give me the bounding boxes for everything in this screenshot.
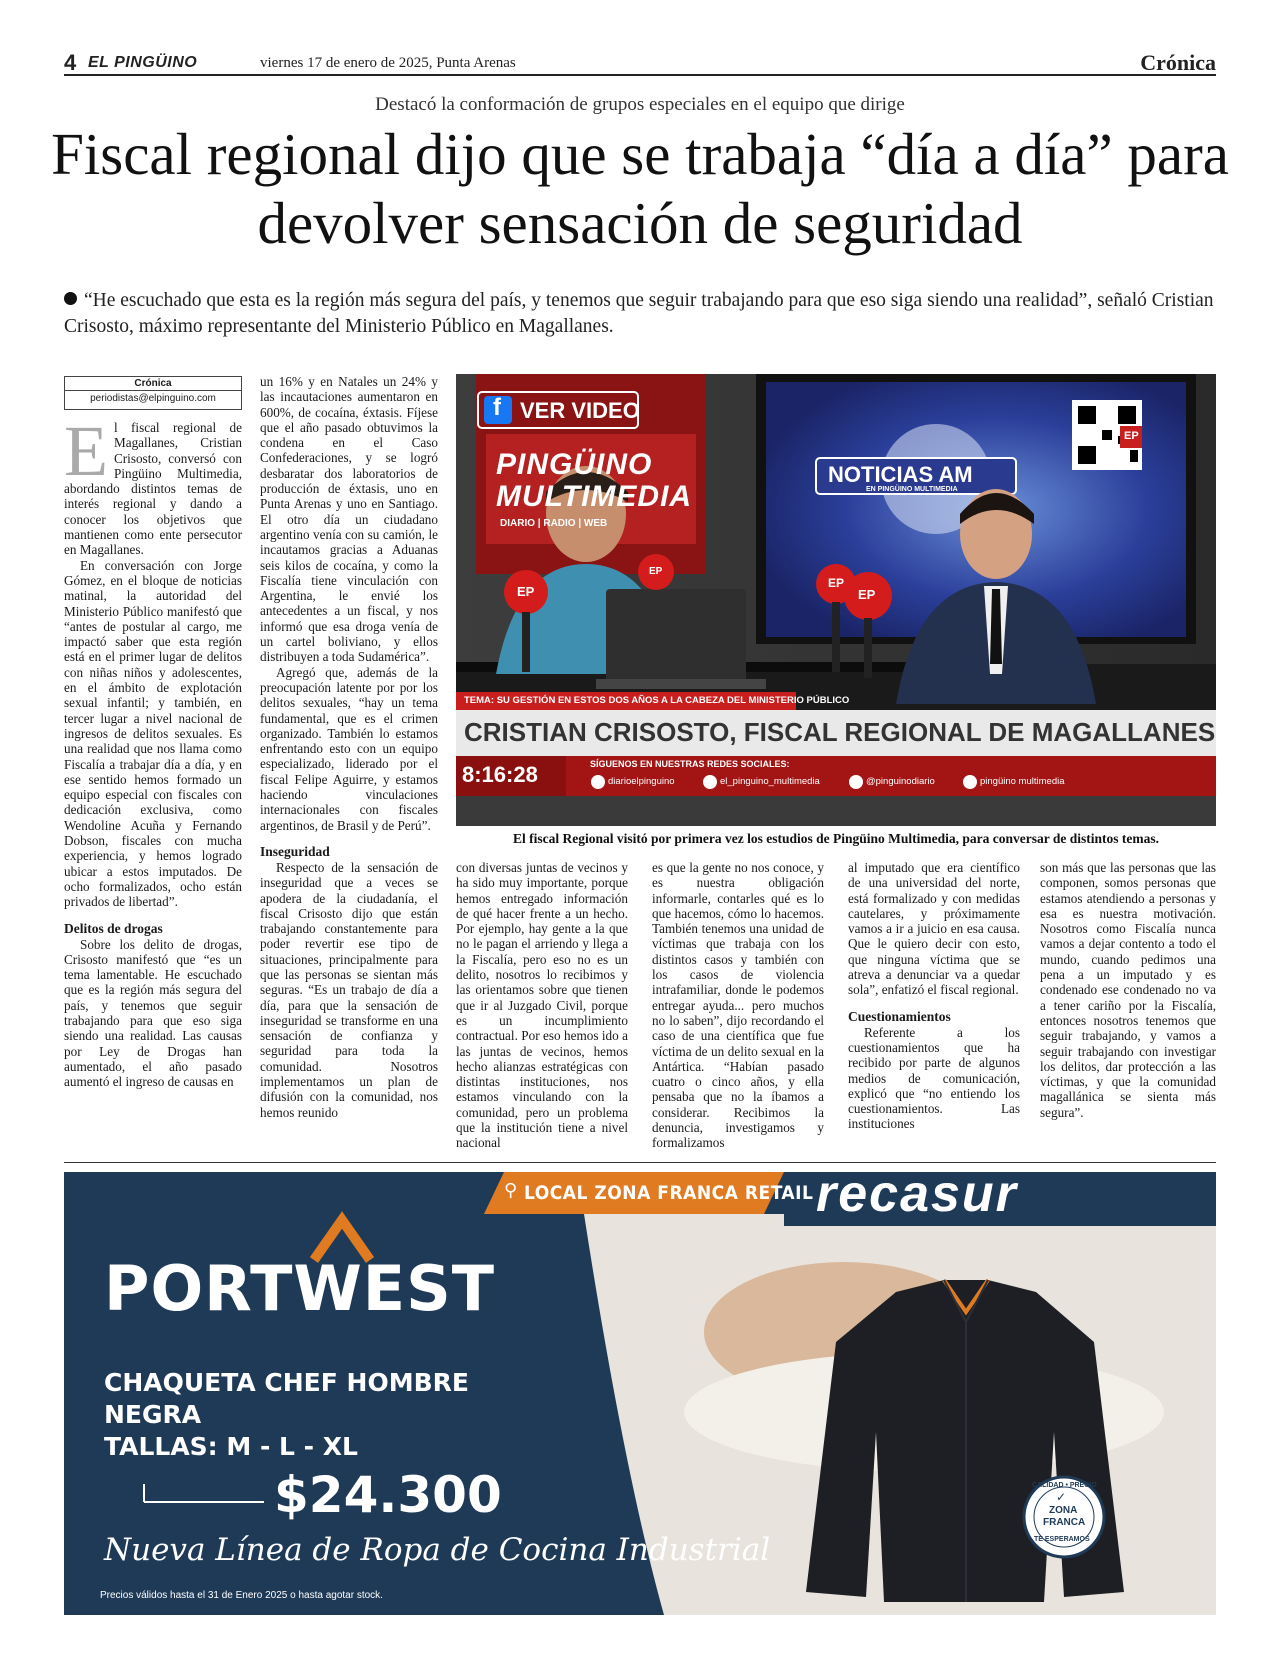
byline-email: periodistas@elpinguino.com xyxy=(90,393,216,404)
section-name: Crónica xyxy=(1140,50,1216,75)
ad-location: LOCAL ZONA FRANCA RETAIL xyxy=(524,1182,814,1204)
location-pin-icon: ⚲ xyxy=(504,1180,518,1201)
social-instagram: el_pinguino_multimedia xyxy=(720,776,820,787)
paragraph: El fiscal regional de Magallanes, Cristian Crisosto, conversó con Pingüino Multimedia, abordando distintos temas de interés regional y dando a conocer los objetivos que mantienen como ente persecutor en Magallanes. xyxy=(64,420,242,558)
studio-sign-sub: DIARIO | RADIO | WEB xyxy=(500,518,608,529)
paragraph: al imputado que era científico de una universidad del norte, está formalizado y con medidas cautelares, y próximamente vamos a ir a juicio en esa causa. Que le quiero decir con esto, que ninguna víctima que se atreva a denunciar va a quedar sola”, enfatizó el fiscal regional. xyxy=(848,860,1020,998)
advertisement xyxy=(64,1172,1216,1615)
facebook-icon[interactable]: f xyxy=(493,394,501,421)
mic-flag-right-2: EP xyxy=(858,587,876,602)
article-column-6 xyxy=(1040,860,1216,1160)
product-line-1: CHAQUETA CHEF HOMBRE xyxy=(104,1368,469,1397)
page-header xyxy=(64,50,1216,76)
qr-badge: EP xyxy=(1124,430,1139,442)
paragraph: Agregó que, además de la preocupación latente por por los delitos sexuales, “hay un tema fundamental, que es el crimen organizado. También lo estamos enfrentando esto con un equipo especializado, liderado por el fiscal Felipe Aguirre, y estamos haciendo vinculaciones internacionales con fiscales argentinos, de Brasil y de Perú”. xyxy=(260,664,438,833)
paragraph: con diversas juntas de vecinos y ha sido muy importante, porque hemos entregado información de qué hacer frente a un hecho. Por ejemplo, hay gente a la que no le pagan el arriendo y llega a la Fiscalía, pero eso no es un delito, nosotros lo recibimos y las orientamos sobre que tienen que ir al Juzgado Civil, porque es un incumplimiento contractual. Por eso hemos ido a las juntas de vecinos, hemos hecho alianzas estratégicas con distintas instituciones, nos estamos vinculando con la comunidad, pero un problema que la institución tiene a nivel nacional xyxy=(456,860,628,1151)
paragraph: es que la gente no nos conoce, y es nuestra obligación informarle, contarles qué es lo que hacemos, cómo lo hacemos. También tenemos una unidad de víctimas que trabaja con los distintos casos y también con los casos de violencia intrafamiliar, donde le podemos entregar ayuda... pero muchos no lo saben”, dijo recordando el caso de una científica que fue víctima de un delito sexual en la Antártica. “Habían pasado cuatro o cinco años, y ella pensaba que no la íbamos a considerar. Recibimos la denuncia, investigamos y formalizamos xyxy=(652,860,824,1151)
article-lead xyxy=(64,288,1216,340)
subheading-inseguridad: Inseguridad xyxy=(260,843,330,859)
seal-top: CALIDAD • PRECIO xyxy=(1032,1482,1097,1489)
lead-text: “He escuchado que esta es la región más segura del país, y tenemos que seguir trabajando para que eso siga siendo una realidad”, señaló Cristian Crisosto, máximo representante del Ministerio Público en Magallanes. xyxy=(64,290,1214,337)
social-label: SÍGUENOS EN NUESTRAS REDES SOCIALES: xyxy=(590,759,790,769)
paragraph: un 16% y en Natales un 24% y las incautaciones aumentaron en 600%, de cocaína, éxtasis. Fíjese que el año pasado obtuvimos la condena en el Caso Confederaciones, y se logró desbaratar dos laboratorios de producción de éxtasis, uno en Punta Arenas y uno en Santiago. El otro día un ciudadano argentino venía con su camión, le incautamos gracias a Aduanas seis kilos de cocaína, y como la Fiscalía tiene vinculación con Argentina, le envié los antecedentes a un fiscal, y nos informó que esa droga venía de un cartel boliviano, y ellos distribuyen a toda Sudamérica”. xyxy=(260,374,438,665)
social-twitter: @pinguinodiario xyxy=(866,776,935,787)
studio-sign-line2: MULTIMEDIA xyxy=(496,480,693,513)
article-headline: Fiscal regional dijo que se trabaja “día a día” para devolver sensación de seguridad xyxy=(51,121,1229,256)
seal-bottom: TE ESPERAMOS xyxy=(1034,1536,1090,1543)
subheading-cuestionamientos: Cuestionamientos xyxy=(848,1008,951,1024)
mic-flag-right-1: EP xyxy=(828,576,845,590)
article-column-2 xyxy=(260,374,438,1160)
product-price: $24.300 xyxy=(274,1466,502,1524)
studio-photo xyxy=(456,374,1216,826)
photo-caption: El fiscal Regional visitó por primera vez los estudios de Pingüino Multimedia, para conversar de distintos temas. xyxy=(513,831,1159,846)
paragraph: Referente a los cuestionamientos que ha recibido por parte de algunos medios de comunicación, explicó que “no entiendo los cuestionamientos. Las instituciones xyxy=(848,1024,1020,1132)
byline-box xyxy=(64,376,242,410)
article-kicker: Destacó la conformación de grupos especiales en el equipo que dirige xyxy=(375,94,905,115)
ticker-clock: 8:16:28 xyxy=(462,762,538,787)
seal-check-icon: ✓ xyxy=(1056,1490,1067,1504)
article-column-4 xyxy=(652,860,824,1160)
article-column-3 xyxy=(456,860,628,1160)
newspaper-brand: EL PINGÜINO xyxy=(88,54,198,71)
seal-mid-1: ZONA xyxy=(1049,1505,1078,1516)
mic-flag-center: EP xyxy=(649,566,663,577)
byline-section: Crónica xyxy=(65,377,241,391)
ticker-name: CRISTIAN CRISOSTO, FISCAL REGIONAL DE MAGALLANES xyxy=(464,717,1216,747)
studio-sign-line1: PINGÜINO xyxy=(496,448,653,481)
drop-cap: E xyxy=(64,420,108,491)
paragraph: Sobre los delito de drogas, Crisosto manifestó que “es un tema lamentable. He escuchado que es la región más segura del país, y tenemos que seguir trabajando para que eso siga siendo una realidad. Las causas por Ley de Drogas han aumentado, el año pasado aumentó el ingreso de causas en xyxy=(64,936,242,1090)
screen-subtitle: EN PINGÜINO MULTIMEDIA xyxy=(866,486,958,493)
subheading-drogas: Delitos de drogas xyxy=(64,920,163,936)
product-sizes: TALLAS: M - L - XL xyxy=(104,1432,358,1461)
mic-flag-left: EP xyxy=(517,584,535,599)
dateline: viernes 17 de enero de 2025, Punta Arenas xyxy=(260,55,516,71)
paragraph: Respecto de la sensación de inseguridad que a veces se apodera de la ciudadanía, el fiscal Crisosto dijo que están trabajando constantemente para poder revertir ese tipo de situaciones, principalmente para que las personas se sientan más seguras. “Es un trabajo de día a día, para que la sensación de inseguridad se transforme en una sensación de confianza y seguridad para toda la comunidad. Nosotros implementamos un plan de difusión con la comunidad, nos hemos reunido xyxy=(260,859,438,1120)
seal-mid-2: FRANCA xyxy=(1043,1517,1086,1528)
ad-tagline: Nueva Línea de Ropa de Cocina Industrial xyxy=(104,1532,771,1568)
social-facebook: diarioelpinguino xyxy=(608,776,675,787)
retailer-logo: recasur xyxy=(816,1172,1018,1223)
article-column-5 xyxy=(848,860,1020,1160)
ticker-topic: TEMA: SU GESTIÓN EN ESTOS DOS AÑOS A LA CABEZA DEL MINISTERIO PÚBLICO xyxy=(464,695,850,706)
social-youtube: pingüino multimedia xyxy=(980,776,1065,787)
article-column-1 xyxy=(64,420,242,1160)
page-number: 4 xyxy=(64,50,77,75)
paragraph: son más que las personas que las componen, somos personas que estamos atendiendo a personas y esa es nuestra motivación. Nosotros como Fiscalía nunca vamos a dejar contento a todo el mundo, cuando pedimos una pena a un imputado y es condenado ese condenado no va a tener cariño por la Fiscalía, entonces nosotros tenemos que seguir trabajando, y vamos a seguir trabajando con investigar los delitos, dar protección a las víctimas, y que la comunidad magallánica se sienta más segura”. xyxy=(1040,860,1216,1120)
ad-brand: PORTWEST xyxy=(104,1252,496,1325)
ad-divider xyxy=(64,1162,1216,1163)
ad-disclaimer: Precios válidos hasta el 31 de Enero 2025 o hasta agotar stock. xyxy=(100,1590,383,1601)
studio-scene xyxy=(456,374,1216,826)
bullet-icon xyxy=(64,292,77,305)
screen-title: NOTICIAS AM xyxy=(828,462,973,487)
product-line-2: NEGRA xyxy=(104,1400,202,1429)
paragraph: En conversación con Jorge Gómez, en el bloque de noticias matinal, la autoridad del Ministerio Público manifestó que “antes de postular al cargo, me impactó saber que esta región está en el primer lugar de delitos con niñas niños y adolescentes, en el ámbito de explotación sexual infantil; y también, en tercer lugar a nivel nacional de ingresos de delitos sexuales. Es una realidad que nos llama como Fiscalía a trabajar día a día, y en ese sentido hemos formado un equipo especial con fiscales con dedicación exclusiva, como Wendoline Acuña y Fernando Dobson, fiscales con mucha experiencia, y hemos logrado ubicar a estos imputados. De ocho formalizados, ocho están privados de libertad”. xyxy=(64,557,242,910)
video-button[interactable]: VER VIDEO xyxy=(520,398,640,423)
